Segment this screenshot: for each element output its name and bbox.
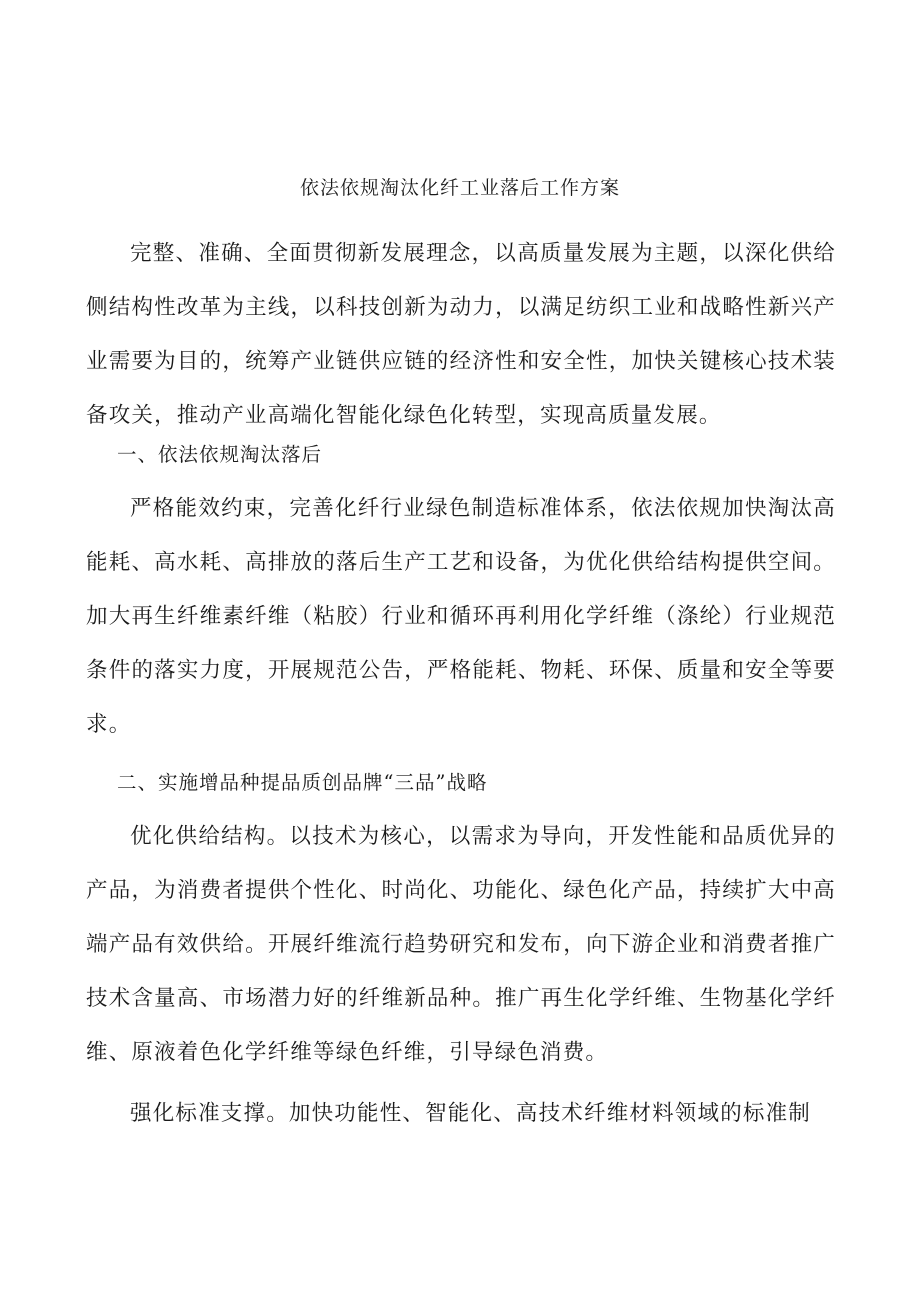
section-2-paragraph-1: 优化供给结构。以技术为核心，以需求为导向，开发性能和品质优异的产品，为消费者提供个性化、时尚化、功能化、绿色化产品，持续扩大中高端产品有效供给。开展纤维流行趋势研究和发布，向下游企业和消费者推广技术含量高、市场潜力好的纤维新品种。推广再生化学纤维、生物基化学纤维、原液着色化学纤维等绿色纤维，引导绿色消费。 (86, 824, 836, 1065)
intro-paragraph: 完整、准确、全面贯彻新发展理念，以高质量发展为主题，以深化供给侧结构性改革为主线，以科技创新为动力，以满足纺织工业和战略性新兴产业需要为目的，统筹产业链供应链的经济性和安全性，加快关键核心技术装备攻关，推动产业高端化智能化绿色化转型，实现高质量发展。 (86, 241, 836, 428)
section-2-heading: 二、实施增品种提品质创品牌“三品”战略 (117, 771, 488, 794)
section-2-paragraph-2: 强化标准支撑。加快功能性、智能化、高技术纤维材料领域的标准制 (130, 1101, 812, 1126)
document-title: 依法依规淘汰化纤工业落后工作方案 (299, 177, 620, 199)
section-1-paragraph-1: 严格能效约束，完善化纤行业绿色制造标准体系，依法依规加快淘汰高能耗、高水耗、高排放的落后生产工艺和设备，为优化供给结构提供空间。加大再生纤维素纤维（粘胶）行业和循环再利用化学纤维（涤纶）行业规范条件的落实力度，开展规范公告，严格能耗、物耗、环保、质量和安全等要求。 (86, 496, 836, 737)
section-1-heading: 一、依法依规淘汰落后 (117, 443, 323, 466)
